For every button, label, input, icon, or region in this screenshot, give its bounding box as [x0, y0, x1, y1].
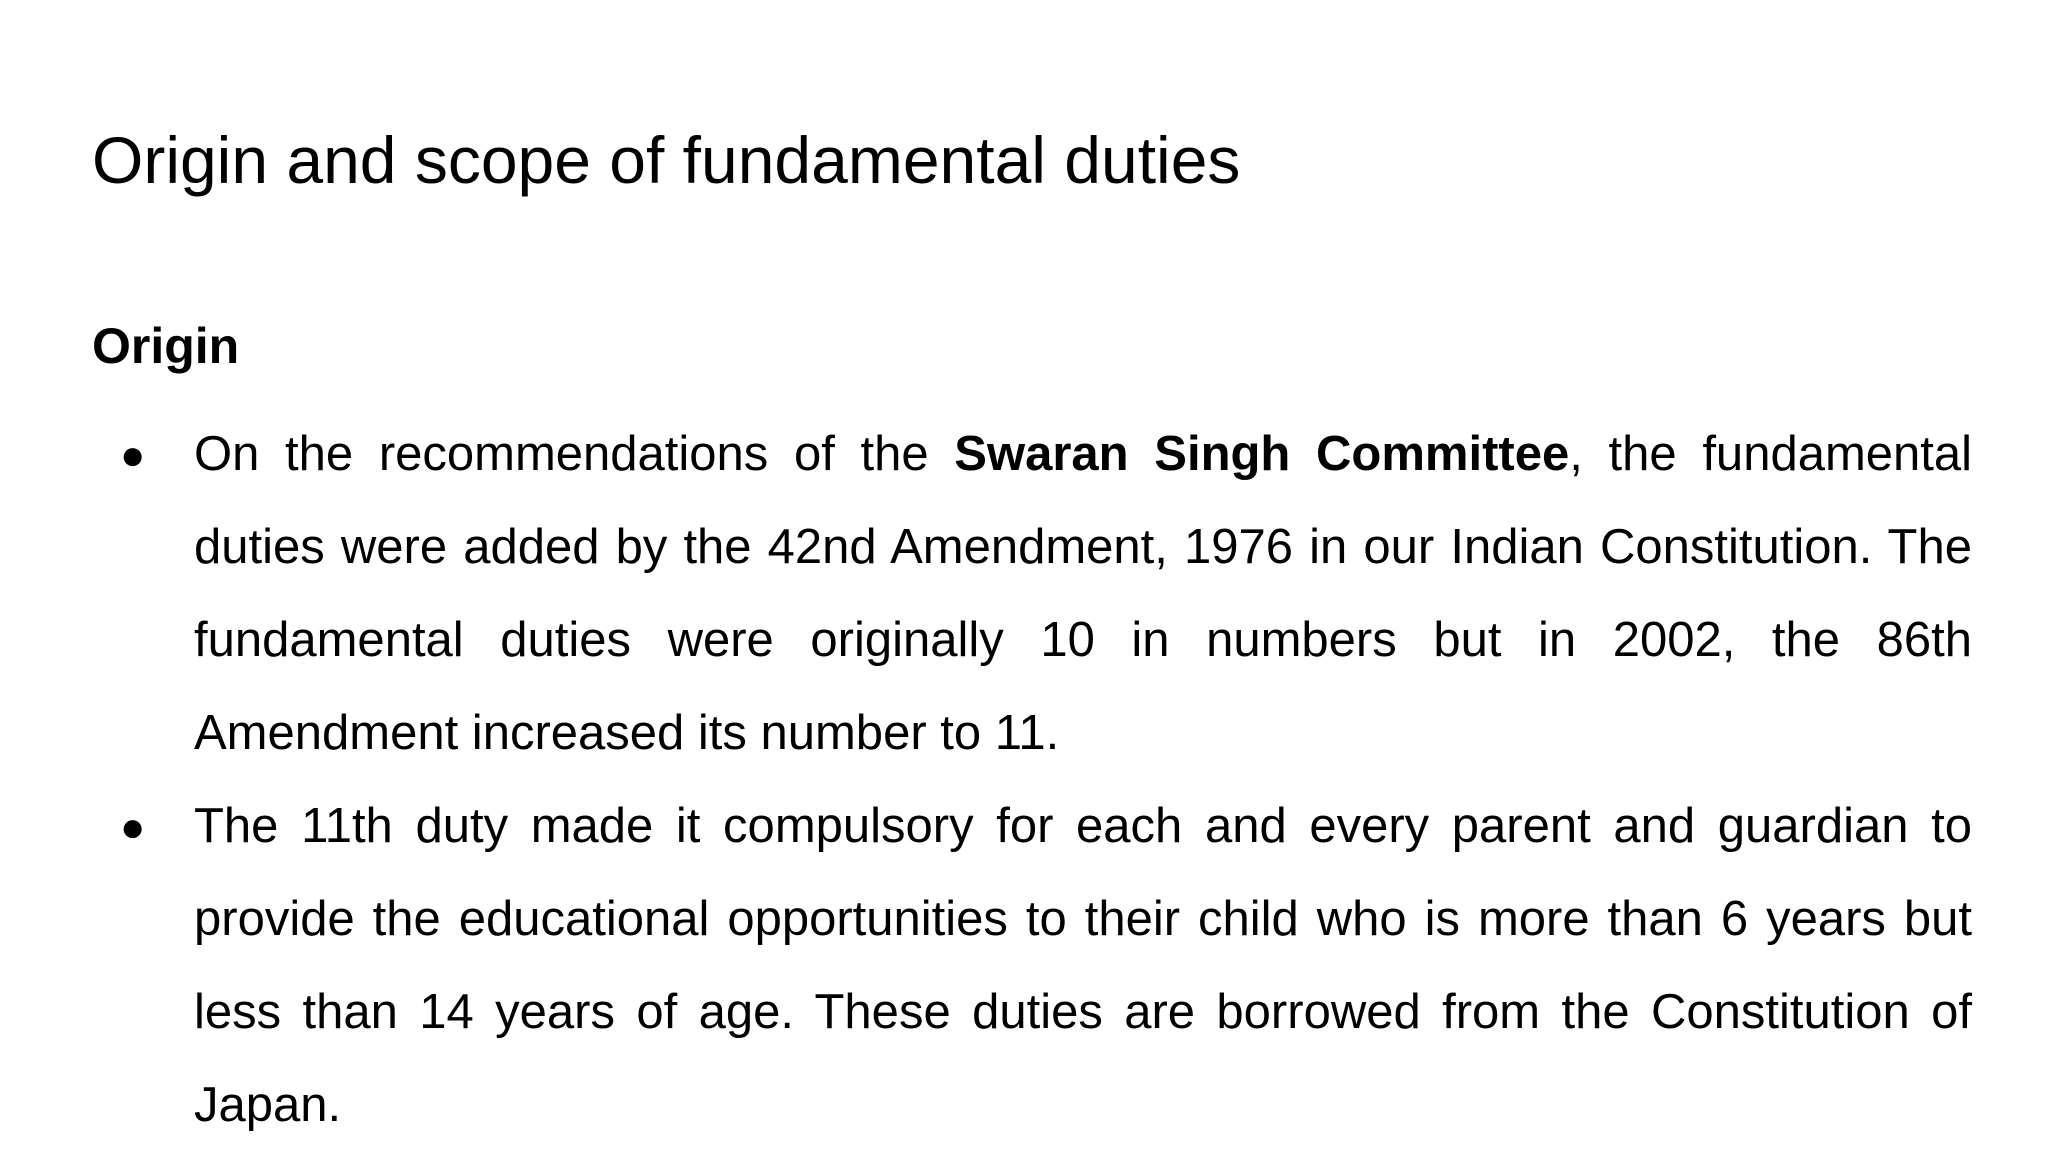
bullet-icon: ●: [120, 803, 146, 850]
bullet-item-2: [92, 780, 1972, 1152]
bullet-1-bold-text: Swaran Singh Committee: [954, 427, 1570, 481]
page-title: Origin and scope of fundamental duties: [92, 123, 1241, 197]
bullet-item-1: [92, 408, 1972, 780]
bullet-icon: ●: [120, 431, 146, 478]
bullet-2-text: The 11th duty made it compulsory for each and every parent and guardian to provide the educational opportunities to their child who is more than 6 years but less than 14 years of age. These duties are borrowed from the Constitution of Japan.: [194, 799, 1972, 1132]
bullet-1-text-end: , the fundamental duties were added by the 42nd Amendment, 1976 in our Indian Constitution. The fundamental duties were originally 10 in numbers but in 2002, the 86th Amendment increased its number to 11.: [194, 427, 1973, 760]
section-heading-origin: Origin: [92, 318, 240, 374]
bullet-list: [92, 408, 1972, 1152]
bullet-1-text-start: On the recommendations of the: [194, 427, 955, 481]
